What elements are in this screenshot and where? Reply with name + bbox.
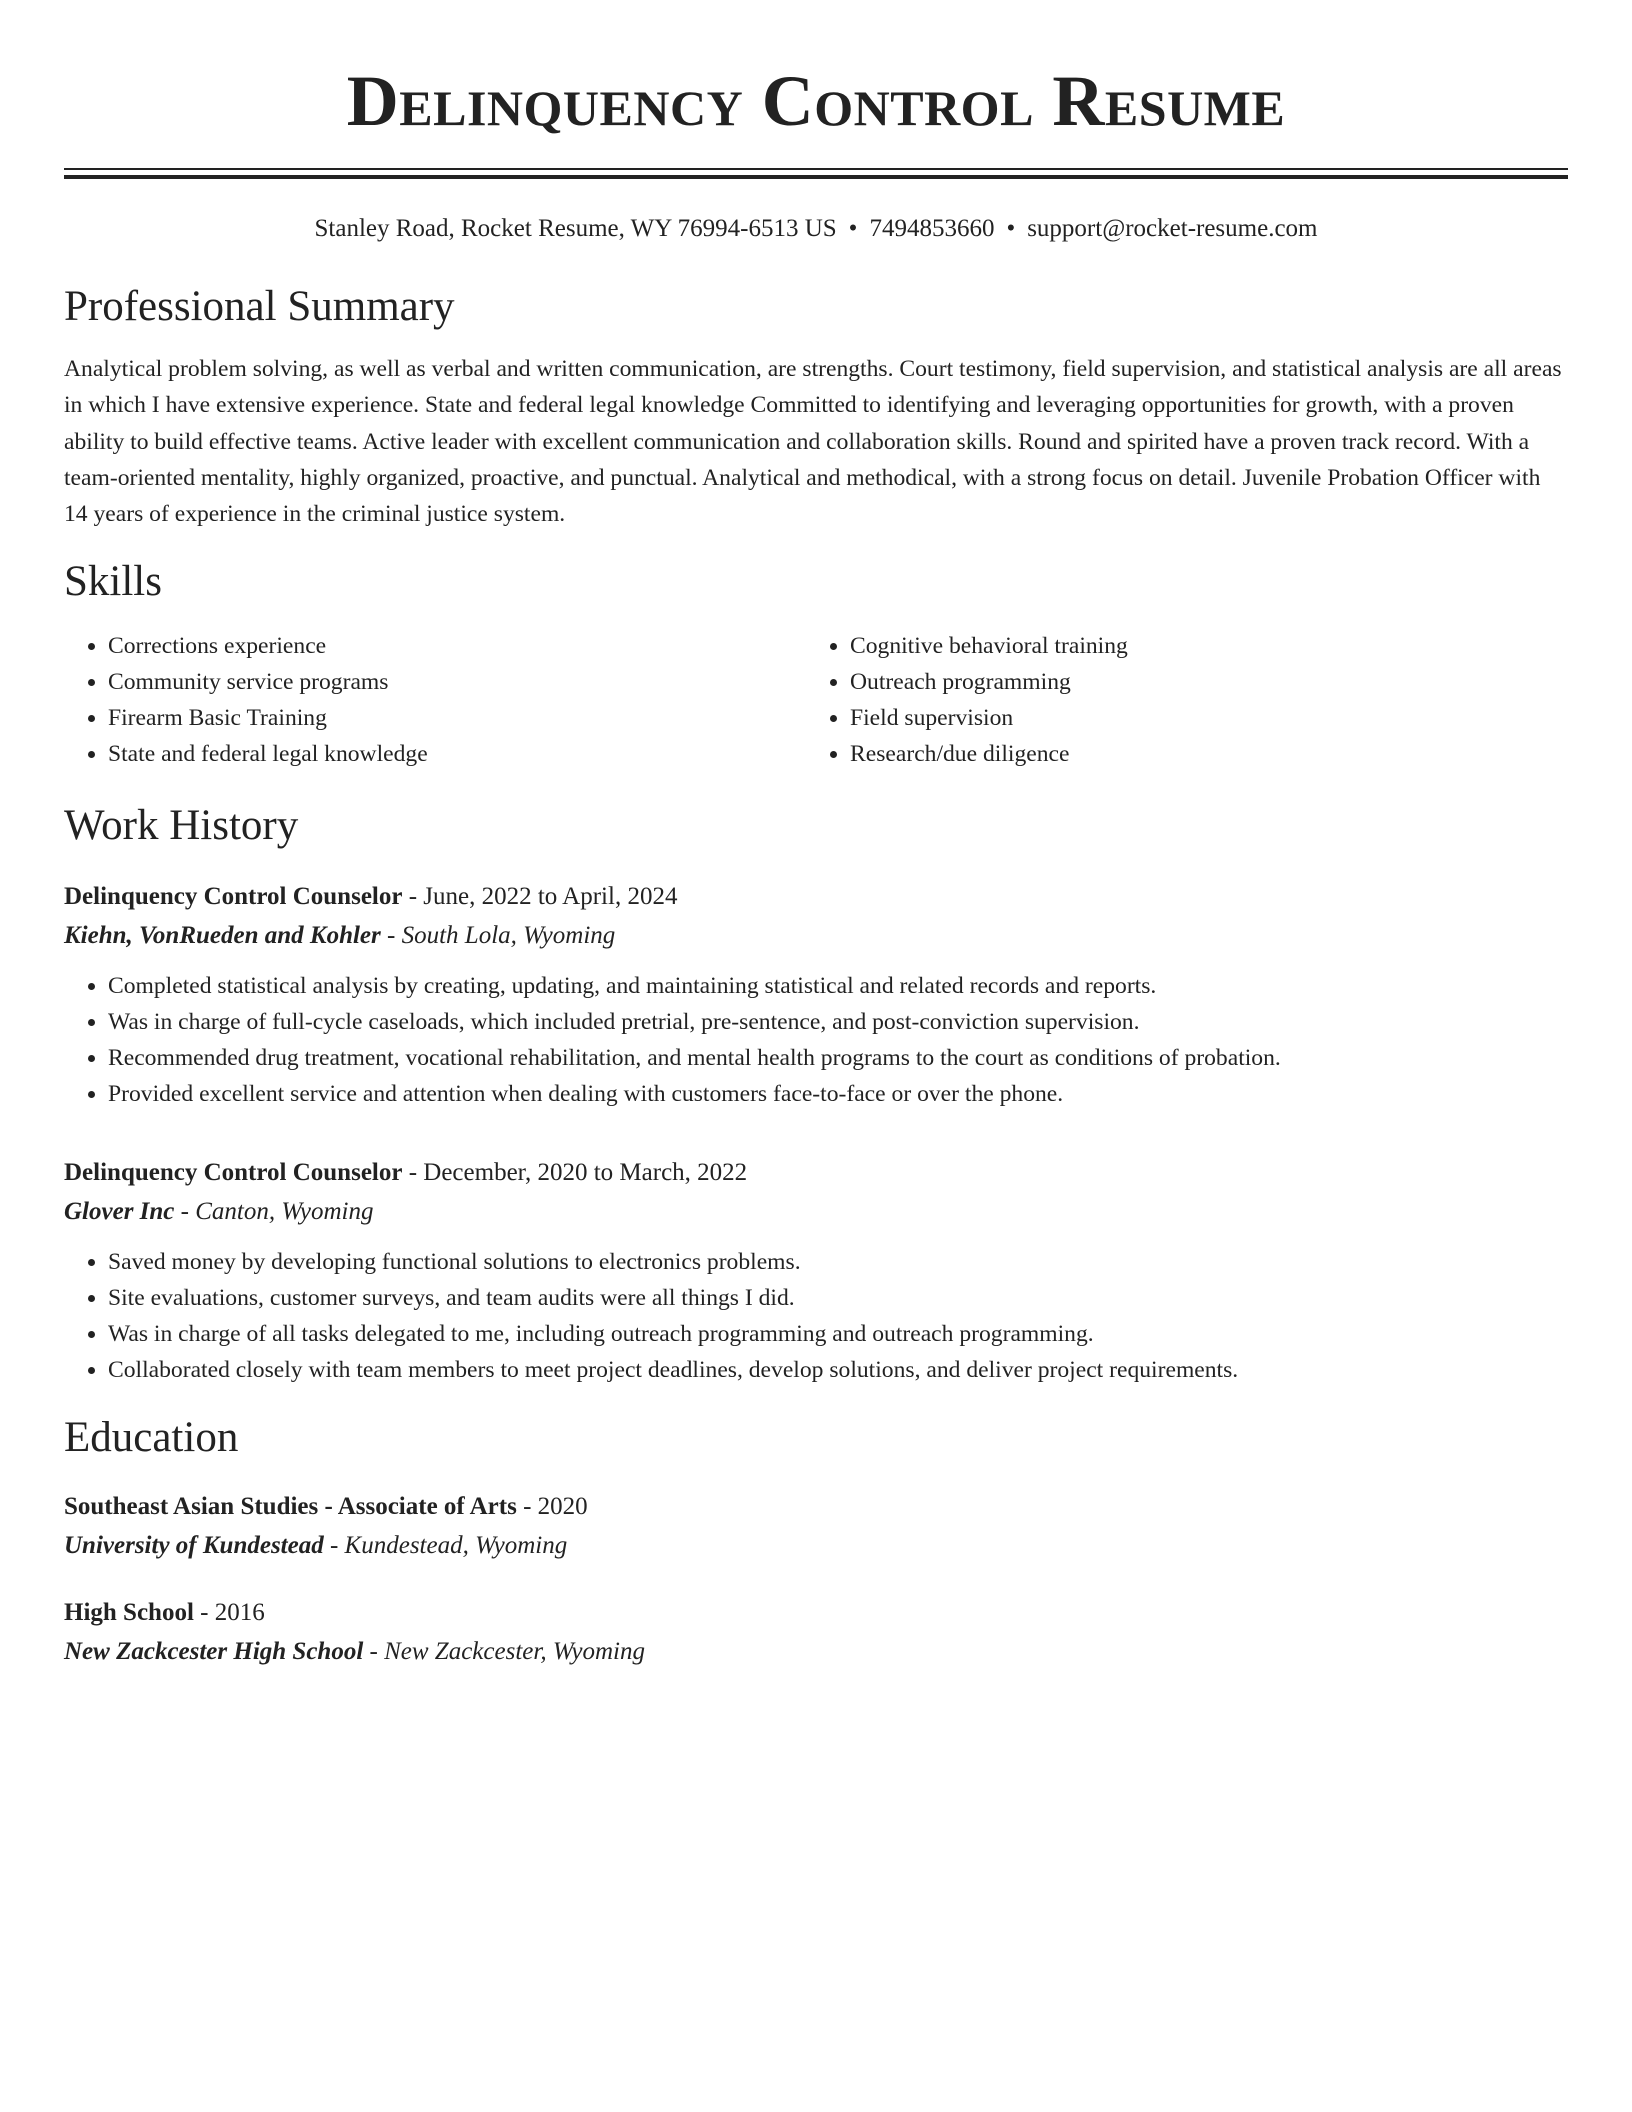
skills-list-left — [64, 628, 806, 772]
contact-line — [64, 213, 1568, 245]
job-dates: - June, 2022 to April, 2024 — [402, 883, 678, 911]
job-header — [64, 878, 1568, 916]
school-name: University of Kundestead — [64, 1532, 324, 1560]
job-bullets — [64, 968, 1568, 1112]
contact-email: support@rocket-resume.com — [1027, 215, 1318, 242]
skill-item: • Field supervision — [850, 700, 1548, 736]
employer-location: - Canton, Wyoming — [174, 1198, 374, 1226]
contact-phone: 7494853660 — [869, 215, 995, 242]
summary-text: Analytical problem solving, as well as verbal and written communication, are strengths. Court testimony, field supervision, and statistical analysis are all areas in which I have extensive experience. State and federal legal knowledge Committed to identifying and leveraging opportunities for growth, with a proven ability to build effective teams. Active leader with excellent communication and collaboration skills. Round and spirited have a proven track record. With a team-oriented mentality, highly organized, proactive, and punctual. Analytical and methodical, with a strong focus on detail. Juvenile Probation Officer with 14 years of experience in the criminal justice system. — [64, 356, 1562, 528]
education-school-line — [64, 1526, 1568, 1566]
section-heading-summary: Professional Summary — [64, 283, 455, 330]
job-role: Delinquency Control Counselor — [64, 1159, 403, 1187]
work-history-section — [64, 800, 1568, 1388]
skills-section — [64, 556, 1568, 772]
job-bullet: • Was in charge of all tasks delegated to me, including outreach programming and outreach programming. — [108, 1316, 1568, 1352]
job-entry — [64, 878, 1568, 1112]
job-role: Delinquency Control Counselor — [64, 883, 403, 911]
education-section — [64, 1412, 1568, 1672]
skill-item: • Cognitive behavioral training — [850, 628, 1548, 664]
education-year: - 2020 — [516, 1493, 588, 1521]
school-location: - New Zackcester, Wyoming — [363, 1638, 645, 1666]
employer-location: - South Lola, Wyoming — [380, 922, 616, 950]
job-employer — [64, 916, 1568, 956]
job-bullet: • Saved money by developing functional solutions to electronics problems. — [108, 1244, 1568, 1280]
job-bullet: • Site evaluations, customer surveys, and team audits were all things I did. — [108, 1280, 1568, 1316]
skills-columns — [64, 628, 1568, 772]
education-degree: High School — [64, 1599, 194, 1627]
school-location: - Kundestead, Wyoming — [323, 1532, 568, 1560]
skill-item: • Community service programs — [108, 664, 806, 700]
section-heading-work: Work History — [64, 802, 299, 850]
education-school-line — [64, 1632, 1568, 1672]
section-heading-skills: Skills — [64, 558, 162, 606]
contact-separator: • — [1006, 215, 1016, 242]
education-header — [64, 1594, 1568, 1632]
job-bullet: • Recommended drug treatment, vocational rehabilitation, and mental health programs to the court as conditions of probation. — [108, 1040, 1568, 1076]
skill-item: • Outreach programming — [850, 664, 1548, 700]
skill-item: • Firearm Basic Training — [108, 700, 806, 736]
job-header — [64, 1154, 1568, 1192]
employer-name: Kiehn, VonRueden and Kohler — [64, 922, 381, 950]
employer-name: Glover Inc — [64, 1198, 175, 1226]
contact-address: Stanley Road, Rocket Resume, WY 76994-6513 US — [314, 215, 837, 242]
job-bullet: • Completed statistical analysis by creating, updating, and maintaining statistical and related records and reports. — [108, 968, 1568, 1004]
education-entry — [64, 1488, 1568, 1566]
job-bullet: • Was in charge of full-cycle caseloads, which included pretrial, pre-sentence, and post-conviction supervision. — [108, 1004, 1568, 1040]
education-header — [64, 1488, 1568, 1526]
job-bullet: • Provided excellent service and attention when dealing with customers face-to-face or over the phone. — [108, 1076, 1568, 1112]
job-bullet: • Collaborated closely with team members to meet project deadlines, develop solutions, and deliver project requirements. — [108, 1352, 1568, 1388]
professional-summary-section — [64, 281, 1568, 532]
skill-item: • Research/due diligence — [850, 736, 1548, 772]
contact-separator: • — [848, 215, 858, 242]
school-name: New Zackcester High School — [64, 1638, 364, 1666]
job-entry — [64, 1154, 1568, 1388]
job-dates: - December, 2020 to March, 2022 — [402, 1159, 748, 1187]
education-entry — [64, 1594, 1568, 1672]
skill-item: • Corrections experience — [108, 628, 806, 664]
title-divider — [64, 168, 1568, 179]
job-bullets — [64, 1244, 1568, 1388]
section-heading-education: Education — [64, 1414, 239, 1462]
skills-list-right — [806, 628, 1548, 772]
education-year: - 2016 — [193, 1599, 265, 1627]
job-employer — [64, 1192, 1568, 1232]
resume-title: Delinquency Control Resume — [346, 61, 1286, 141]
skill-item: • State and federal legal knowledge — [108, 736, 806, 772]
education-degree: Southeast Asian Studies - Associate of Arts — [64, 1493, 517, 1521]
